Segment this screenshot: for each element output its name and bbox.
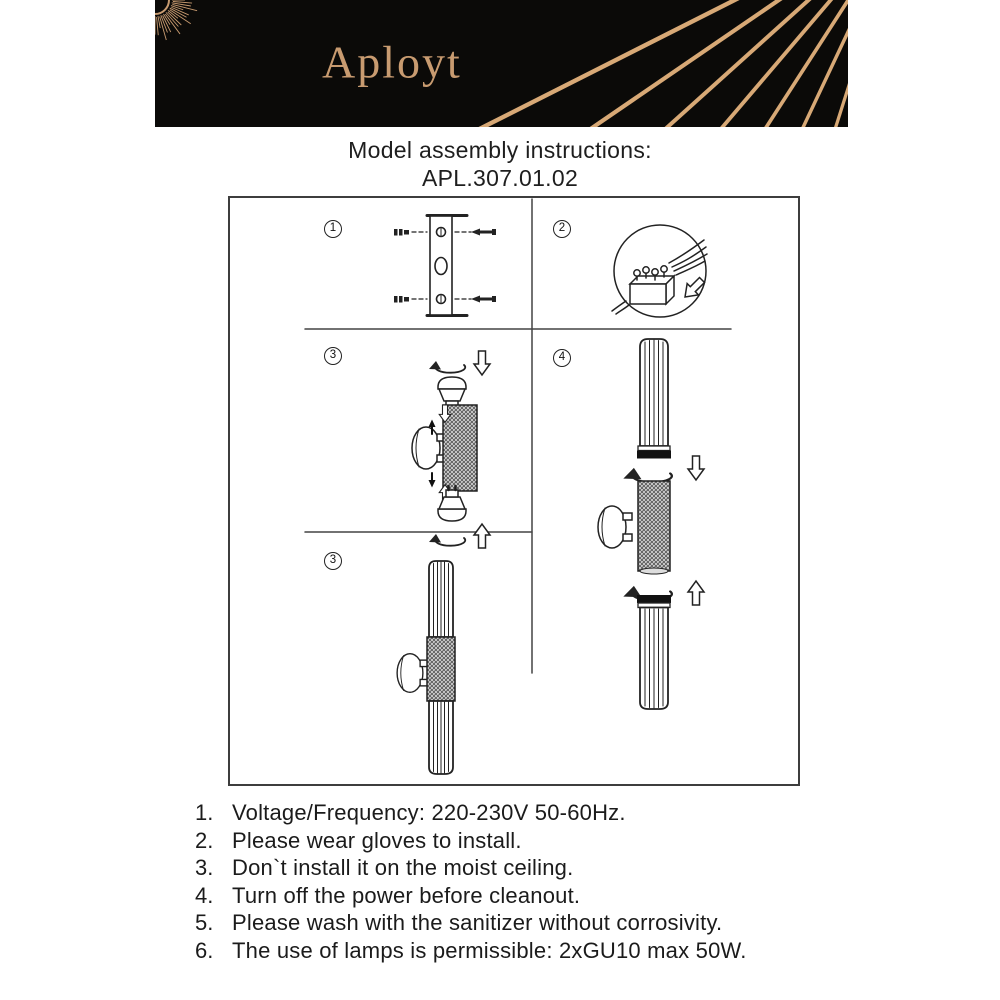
page-title: Model assembly instructions: (348, 137, 652, 163)
panel-number-1: 1 (324, 220, 342, 238)
list-item (195, 799, 855, 827)
screw-icon (471, 229, 496, 303)
title-block (0, 136, 1000, 192)
brand-banner (155, 0, 848, 127)
item-number: 4. (195, 882, 214, 908)
item-text: Don`t install it on the moist ceiling. (232, 855, 574, 880)
banner-decorations (155, 0, 848, 127)
corner-rays-decoration (155, 0, 848, 127)
diffuser-install-diagram (598, 339, 704, 709)
wiring-diagram (612, 225, 708, 317)
arrow-icon (679, 274, 707, 302)
item-text: Please wear gloves to install. (232, 827, 522, 853)
bulb-install-diagram (412, 351, 490, 548)
panel-number-3: 3 (324, 347, 342, 365)
item-number: 6. (195, 937, 214, 963)
list-item (195, 827, 855, 855)
item-number: 2. (195, 827, 214, 853)
assembled-lamp-diagram (397, 561, 455, 774)
panel-number-4: 4 (553, 349, 571, 367)
sunburst-logo-icon (155, 0, 198, 41)
item-number: 3. (195, 855, 214, 880)
list-item (195, 854, 855, 882)
wall-anchor-icon (394, 229, 409, 303)
item-text: Please wash with the sanitizer without corrosivity. (232, 910, 723, 935)
item-text: Voltage/Frequency: 220-230V 50-60Hz. (232, 800, 626, 825)
list-item (195, 909, 855, 937)
assembly-diagram (228, 196, 800, 786)
item-text: Turn off the power before cleanout. (232, 882, 581, 908)
bracket-diagram (394, 216, 496, 316)
panel-number-5: 3 (324, 552, 342, 570)
item-number: 1. (195, 800, 214, 825)
item-text: The use of lamps is permissible: 2xGU10 max 50W. (232, 937, 747, 963)
item-number: 5. (195, 910, 214, 935)
brand-wordmark: Aployt (322, 35, 462, 87)
list-item (195, 882, 855, 910)
assembly-diagram-box (228, 196, 800, 786)
instruction-list (195, 799, 855, 964)
model-number: APL.307.01.02 (421, 165, 579, 191)
panel-number-2: 2 (553, 220, 571, 238)
list-item (195, 937, 855, 965)
